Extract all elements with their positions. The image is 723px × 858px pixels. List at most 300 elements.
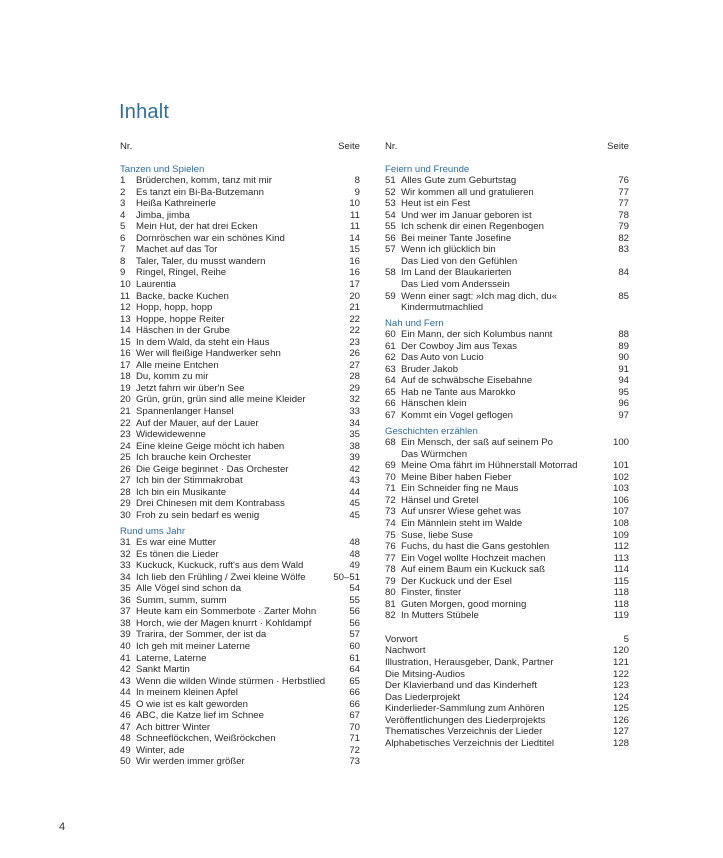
entry-number: 19 <box>120 382 131 394</box>
toc-entry[interactable] <box>120 418 360 430</box>
entry-title: Wenn ich glücklich bin <box>401 244 496 256</box>
toc-right-list <box>385 164 629 622</box>
entry-page: 78 <box>618 209 629 221</box>
toc-entry[interactable] <box>385 329 629 341</box>
toc-entry[interactable] <box>120 560 360 572</box>
toc-entry[interactable] <box>385 610 629 622</box>
entry-page: 121 <box>612 656 629 668</box>
entry-title: Winter, ade <box>136 744 185 756</box>
entry-title: Machet auf das Tor <box>136 244 218 256</box>
toc-extra-entry[interactable] <box>385 669 629 681</box>
entry-title: Kinderlieder-Sammlung zum Anhören <box>385 703 545 715</box>
entry-title: Der Kuckuck und der Esel <box>401 575 512 587</box>
entry-page: 79 <box>618 221 629 233</box>
toc-extra-entry[interactable] <box>385 680 629 692</box>
entry-title: Veröffentlichungen des Liederprojekts <box>385 714 546 726</box>
entry-title: Backe, backe Kuchen <box>136 290 229 302</box>
entry-page: 91 <box>618 363 629 375</box>
entry-page: 89 <box>618 340 629 352</box>
toc-entry[interactable] <box>120 452 360 464</box>
entry-number: 58 <box>385 267 396 279</box>
entry-page: 71 <box>349 733 360 745</box>
entry-title: Kuckuck, Kuckuck, ruft's aus dem Wald <box>136 560 304 572</box>
toc-extras-list <box>385 634 629 749</box>
entry-number: 30 <box>120 509 131 521</box>
toc-entry[interactable] <box>385 460 629 472</box>
entry-page: 20 <box>349 290 360 302</box>
toc-entry[interactable] <box>120 641 360 653</box>
entry-page: 45 <box>349 509 360 521</box>
entry-title: Ach bittrer Winter <box>136 721 211 733</box>
entry-page: 70 <box>349 721 360 733</box>
entry-number: 42 <box>120 664 131 676</box>
entry-title: Heut ist ein Fest <box>401 198 471 210</box>
entry-number: 59 <box>385 290 396 302</box>
entry-title: Ein Schneider fing ne Maus <box>401 483 519 495</box>
entry-number: 6 <box>120 232 126 244</box>
entry-number: 28 <box>120 486 131 498</box>
toc-extra-entry[interactable] <box>385 634 629 646</box>
toc-extra-entry[interactable] <box>385 692 629 704</box>
entry-title: Ich bin ein Musikante <box>136 486 227 498</box>
entry-page: 76 <box>618 175 629 187</box>
entry-title: Suse, liebe Suse <box>401 529 473 541</box>
toc-entry[interactable] <box>120 676 360 688</box>
toc-extra-entry[interactable] <box>385 738 629 750</box>
toc-entry[interactable] <box>120 221 360 233</box>
toc-entry[interactable] <box>385 437 629 449</box>
toc-entry[interactable] <box>120 475 360 487</box>
entry-page: 29 <box>349 382 360 394</box>
entry-page: 66 <box>349 698 360 710</box>
entry-title: Meine Biber haben Fieber <box>401 471 512 483</box>
entry-title: Es war eine Mutter <box>136 537 216 549</box>
entry-title: Es tanzt ein Bi-Ba-Butzemann <box>136 186 264 198</box>
entry-number: 50 <box>120 756 131 768</box>
entry-title: Bruder Jakob <box>401 363 459 375</box>
entry-number: 63 <box>385 363 396 375</box>
entry-title: Ich bin der Stimmakrobat <box>136 475 243 487</box>
toc-entry[interactable] <box>120 687 360 699</box>
entry-page: 56 <box>349 606 360 618</box>
toc-entry[interactable] <box>120 267 360 279</box>
toc-entry[interactable] <box>120 406 360 418</box>
toc-extra-entry[interactable] <box>385 645 629 657</box>
entry-number: 64 <box>385 375 396 387</box>
entry-number: 61 <box>385 340 396 352</box>
entry-page: 61 <box>349 652 360 664</box>
entry-title: Ich geh mit meiner Laterne <box>136 640 251 652</box>
entry-number: 49 <box>120 744 131 756</box>
entry-number: 43 <box>120 675 131 687</box>
entry-page: 66 <box>349 687 360 699</box>
entry-title: Spannenlanger Hansel <box>136 406 234 418</box>
toc-entry[interactable] <box>385 576 629 588</box>
toc-entry[interactable] <box>120 394 360 406</box>
entry-number: 73 <box>385 506 396 518</box>
toc-entry[interactable] <box>120 745 360 757</box>
entry-title: Taler, Taler, du musst wandern <box>136 255 266 267</box>
entry-page: 54 <box>349 583 360 595</box>
toc-extra-entry[interactable] <box>385 703 629 715</box>
entry-page: 50–51 <box>333 571 360 583</box>
entry-page: 16 <box>349 267 360 279</box>
entry-number: 67 <box>385 410 396 422</box>
entry-page: 77 <box>618 186 629 198</box>
toc-entry[interactable] <box>385 198 629 210</box>
entry-page: 127 <box>612 726 629 738</box>
toc-entry[interactable] <box>120 595 360 607</box>
entry-page: 84 <box>618 267 629 279</box>
toc-entry[interactable] <box>385 599 629 611</box>
entry-page: 113 <box>613 552 629 564</box>
entry-page: 10 <box>349 198 360 210</box>
entry-page: 55 <box>349 594 360 606</box>
entry-number: 55 <box>385 221 396 233</box>
entry-title: Hopp, hopp, hopp <box>136 302 213 314</box>
entry-number: 41 <box>120 652 131 664</box>
toc-entry[interactable] <box>120 337 360 349</box>
entry-page: 126 <box>612 714 629 726</box>
entry-number: 69 <box>385 460 396 472</box>
entry-number: 31 <box>120 537 131 549</box>
entry-title: Hänschen klein <box>401 398 467 410</box>
entry-title: Alle meine Entchen <box>136 359 219 371</box>
toc-entry[interactable] <box>385 472 629 484</box>
toc-entry[interactable] <box>385 175 629 187</box>
entry-page: 101 <box>612 460 629 472</box>
toc-entry[interactable] <box>120 360 360 372</box>
entry-title: Auf der Mauer, auf der Lauer <box>136 417 259 429</box>
entry-title: Vorwort <box>385 633 418 645</box>
entry-title: Die Geige beginnet · Das Orchester <box>136 463 289 475</box>
entry-number: 39 <box>120 629 131 641</box>
entry-number: 52 <box>385 186 396 198</box>
toc-entry[interactable] <box>120 233 360 245</box>
toc-entry[interactable] <box>120 629 360 641</box>
entry-page: 34 <box>349 417 360 429</box>
toc-entry[interactable] <box>385 267 629 279</box>
entry-title: Ringel, Ringel, Reihe <box>136 267 227 279</box>
page-number: 4 <box>59 821 66 833</box>
entry-number: 70 <box>385 471 396 483</box>
entry-subtitle: Das Würmchen <box>401 448 468 460</box>
toc-entry[interactable] <box>120 653 360 665</box>
entry-page: 77 <box>618 198 629 210</box>
entry-number: 40 <box>120 640 131 652</box>
toc-entry[interactable] <box>385 410 629 422</box>
toc-entry[interactable] <box>385 291 629 303</box>
entry-title: Jetzt fahrn wir über'n See <box>136 382 245 394</box>
entry-number: 56 <box>385 232 396 244</box>
toc-entry[interactable] <box>120 175 360 187</box>
toc-entry[interactable] <box>385 364 629 376</box>
toc-entry[interactable] <box>385 398 629 410</box>
entry-page: 57 <box>349 629 360 641</box>
entry-title: Wenn einer sagt: »Ich mag dich, du« <box>401 290 558 302</box>
entry-number: 72 <box>385 494 396 506</box>
toc-column-right <box>385 141 629 749</box>
entry-page: 14 <box>349 232 360 244</box>
entry-page: 39 <box>349 452 360 464</box>
entry-title: Im Land der Blaukarierten <box>401 267 512 279</box>
entry-number: 1 <box>120 175 126 187</box>
entry-title: Auf de schwäbsche Eisebahne <box>401 375 533 387</box>
toc-entry[interactable] <box>120 429 360 441</box>
entry-title: Auf unsrer Wiese gehet was <box>401 506 521 518</box>
toc-entry[interactable] <box>120 618 360 630</box>
entry-title: Alles Gute zum Geburtstag <box>401 175 517 187</box>
toc-entry[interactable] <box>120 187 360 199</box>
entry-title: Summ, summ, summ <box>136 594 227 606</box>
entry-number: 22 <box>120 417 131 429</box>
entry-title: O wie ist es kalt geworden <box>136 698 248 710</box>
entry-page: 119 <box>613 610 629 622</box>
entry-page: 90 <box>618 352 629 364</box>
entry-page: 124 <box>612 691 629 703</box>
entry-page: 85 <box>618 290 629 302</box>
entry-number: 57 <box>385 244 396 256</box>
toc-entry[interactable] <box>385 244 629 256</box>
toc-entry[interactable] <box>120 487 360 499</box>
entry-page: 35 <box>349 429 360 441</box>
entry-number: 25 <box>120 452 131 464</box>
entry-number: 46 <box>120 710 131 722</box>
entry-number: 16 <box>120 348 131 360</box>
entry-page: 109 <box>612 529 629 541</box>
entry-title: Es tönen die Lieder <box>136 548 219 560</box>
entry-page: 9 <box>354 186 360 198</box>
entry-page: 43 <box>349 475 360 487</box>
entry-number: 12 <box>120 302 131 314</box>
entry-title: Meine Oma fährt im Hühnerstall Motorrad <box>401 460 578 472</box>
toc-entry[interactable] <box>120 756 360 768</box>
toc-entry[interactable] <box>385 541 629 553</box>
entry-page: 28 <box>349 371 360 383</box>
toc-entry[interactable] <box>385 341 629 353</box>
toc-entry[interactable] <box>120 314 360 326</box>
entry-number: 68 <box>385 437 396 449</box>
entry-number: 33 <box>120 560 131 572</box>
entry-title: Hab ne Tante aus Marokko <box>401 386 516 398</box>
entry-number: 75 <box>385 529 396 541</box>
toc-entry[interactable] <box>120 699 360 711</box>
entry-page: 118 <box>613 587 629 599</box>
toc-entry[interactable] <box>385 221 629 233</box>
section-heading: Tanzen und Spielen <box>120 163 205 175</box>
entry-title: Hoppe, hoppe Reiter <box>136 313 225 325</box>
entry-title: Heute kam ein Sommerbote · Zarter Mohn <box>136 606 317 618</box>
entry-page: 114 <box>613 564 629 576</box>
section-heading: Nah und Fern <box>385 317 444 329</box>
toc-entry[interactable] <box>385 233 629 245</box>
entry-page: 60 <box>349 640 360 652</box>
entry-number: 34 <box>120 571 131 583</box>
entry-subtitle: Kindermutmachlied <box>401 302 484 314</box>
toc-entry[interactable] <box>120 302 360 314</box>
entry-title: Fuchs, du hast die Gans gestohlen <box>401 541 550 553</box>
entry-title: Nachwort <box>385 645 426 657</box>
entry-number: 44 <box>120 687 131 699</box>
entry-title: Finster, finster <box>401 587 462 599</box>
toc-entry[interactable] <box>120 583 360 595</box>
toc-entry[interactable] <box>120 498 360 510</box>
page-title: Inhalt <box>119 101 170 123</box>
toc-entry[interactable] <box>120 722 360 734</box>
entry-page: 83 <box>618 244 629 256</box>
entry-title: Ein Mann, der sich Kolumbus nannt <box>401 329 553 341</box>
toc-entry[interactable] <box>385 495 629 507</box>
toc-entry[interactable] <box>385 210 629 222</box>
entry-number: 60 <box>385 329 396 341</box>
column-header <box>120 141 360 153</box>
toc-entry[interactable] <box>385 553 629 565</box>
toc-extra-entry[interactable] <box>385 715 629 727</box>
entry-page: 125 <box>612 703 629 715</box>
entry-page: 16 <box>349 255 360 267</box>
entry-title: Grün, grün, grün sind alle meine Kleider <box>136 394 306 406</box>
entry-page: 56 <box>349 617 360 629</box>
toc-entry[interactable] <box>120 325 360 337</box>
toc-entry[interactable] <box>120 572 360 584</box>
entry-number: 77 <box>385 552 396 564</box>
entry-title: Ich schenk dir einen Regenbogen <box>401 221 544 233</box>
entry-number: 38 <box>120 617 131 629</box>
entry-page: 11 <box>350 221 360 233</box>
toc-entry[interactable] <box>120 510 360 522</box>
toc-column-left <box>120 141 360 768</box>
entry-page: 23 <box>349 336 360 348</box>
toc-extra-entry[interactable] <box>385 657 629 669</box>
entry-page: 11 <box>350 209 360 221</box>
entry-number: 51 <box>385 175 396 187</box>
entry-page: 22 <box>349 313 360 325</box>
toc-entry[interactable] <box>120 606 360 618</box>
entry-number: 62 <box>385 352 396 364</box>
toc-entry[interactable] <box>120 710 360 722</box>
entry-page: 21 <box>349 302 360 314</box>
entry-page: 15 <box>349 244 360 256</box>
entry-title: Kommt ein Vogel geflogen <box>401 410 514 422</box>
toc-entry[interactable] <box>120 348 360 360</box>
toc-entry[interactable] <box>385 530 629 542</box>
section-heading: Geschichten erzählen <box>385 425 478 437</box>
entry-title: Ein Vogel wollte Hochzeit machen <box>401 552 546 564</box>
entry-page: 115 <box>613 575 629 587</box>
toc-entry[interactable] <box>120 291 360 303</box>
toc-entry[interactable] <box>120 664 360 676</box>
toc-entry[interactable] <box>120 383 360 395</box>
entry-page: 88 <box>618 329 629 341</box>
entry-page: 94 <box>618 375 629 387</box>
entry-page: 95 <box>618 386 629 398</box>
entry-page: 97 <box>618 410 629 422</box>
entry-title: Auf einem Baum ein Kuckuck saß <box>401 564 545 576</box>
entry-page: 120 <box>612 645 629 657</box>
toc-entry[interactable] <box>385 187 629 199</box>
entry-title: Mein Hut, der hat drei Ecken <box>136 221 258 233</box>
entry-title: Thematisches Verzeichnis der Lieder <box>385 726 543 738</box>
toc-entry[interactable] <box>385 587 629 599</box>
entry-number: 20 <box>120 394 131 406</box>
entry-number: 2 <box>120 186 126 198</box>
toc-entry[interactable] <box>120 549 360 561</box>
entry-number: 11 <box>120 290 130 302</box>
toc-entry[interactable] <box>385 518 629 530</box>
toc-entry[interactable] <box>385 564 629 576</box>
entry-number: 4 <box>120 209 126 221</box>
toc-extra-entry[interactable] <box>385 726 629 738</box>
entry-page: 32 <box>349 394 360 406</box>
entry-number: 80 <box>385 587 396 599</box>
entry-title: Wir kommen all und gratulieren <box>401 186 534 198</box>
entry-title: Häschen in der Grube <box>136 325 230 337</box>
entry-title: Sankt Martin <box>136 664 190 676</box>
entry-number: 79 <box>385 575 396 587</box>
entry-number: 13 <box>120 313 131 325</box>
entry-number: 65 <box>385 386 396 398</box>
entry-title: Bei meiner Tante Josefine <box>401 232 512 244</box>
entry-page: 42 <box>349 463 360 475</box>
entry-page: 102 <box>612 471 629 483</box>
toc-entry[interactable] <box>120 279 360 291</box>
column-header <box>385 141 629 153</box>
entry-number: 10 <box>120 279 131 291</box>
entry-page: 82 <box>618 232 629 244</box>
entry-page: 128 <box>612 737 629 749</box>
entry-page: 73 <box>349 756 360 768</box>
toc-entry[interactable] <box>385 506 629 518</box>
toc-entry[interactable] <box>120 464 360 476</box>
entry-title: Der Cowboy Jim aus Texas <box>401 340 518 352</box>
entry-title: Laterne, Laterne <box>136 652 207 664</box>
toc-entry[interactable] <box>385 352 629 364</box>
toc-entry[interactable] <box>120 371 360 383</box>
toc-entry[interactable] <box>120 244 360 256</box>
toc-entry[interactable] <box>120 441 360 453</box>
toc-entry[interactable] <box>120 198 360 210</box>
entry-page: 5 <box>623 633 629 645</box>
toc-entry[interactable] <box>120 256 360 268</box>
entry-title: Wer will fleißige Handwerker sehn <box>136 348 281 360</box>
header-seite: Seite <box>338 141 360 152</box>
entry-page: 44 <box>349 486 360 498</box>
entry-title: Illustration, Herausgeber, Dank, Partner <box>385 656 554 668</box>
toc-entry[interactable] <box>385 387 629 399</box>
entry-title: Das Auto von Lucio <box>401 352 484 364</box>
entry-title: In dem Wald, da steht ein Haus <box>136 336 270 348</box>
toc-entry[interactable] <box>120 210 360 222</box>
entry-page: 64 <box>349 664 360 676</box>
header-nr: Nr. <box>120 141 133 152</box>
entry-number: 81 <box>385 598 396 610</box>
entry-page: 123 <box>612 680 629 692</box>
entry-subtitle: Das Lied vom Anderssein <box>401 279 510 291</box>
entry-number: 8 <box>120 255 126 267</box>
entry-title: Die Mitsing-Audios <box>385 668 465 680</box>
entry-number: 71 <box>385 483 396 495</box>
entry-number: 37 <box>120 606 131 618</box>
toc-entry[interactable] <box>120 733 360 745</box>
entry-title: Wir werden immer größer <box>136 756 245 768</box>
entry-page: 122 <box>612 668 629 680</box>
entry-page: 67 <box>349 710 360 722</box>
toc-entry[interactable] <box>385 483 629 495</box>
entry-page: 107 <box>612 506 629 518</box>
toc-entry[interactable] <box>120 537 360 549</box>
entry-title: Guten Morgen, good morning <box>401 598 527 610</box>
toc-entry[interactable] <box>385 375 629 387</box>
